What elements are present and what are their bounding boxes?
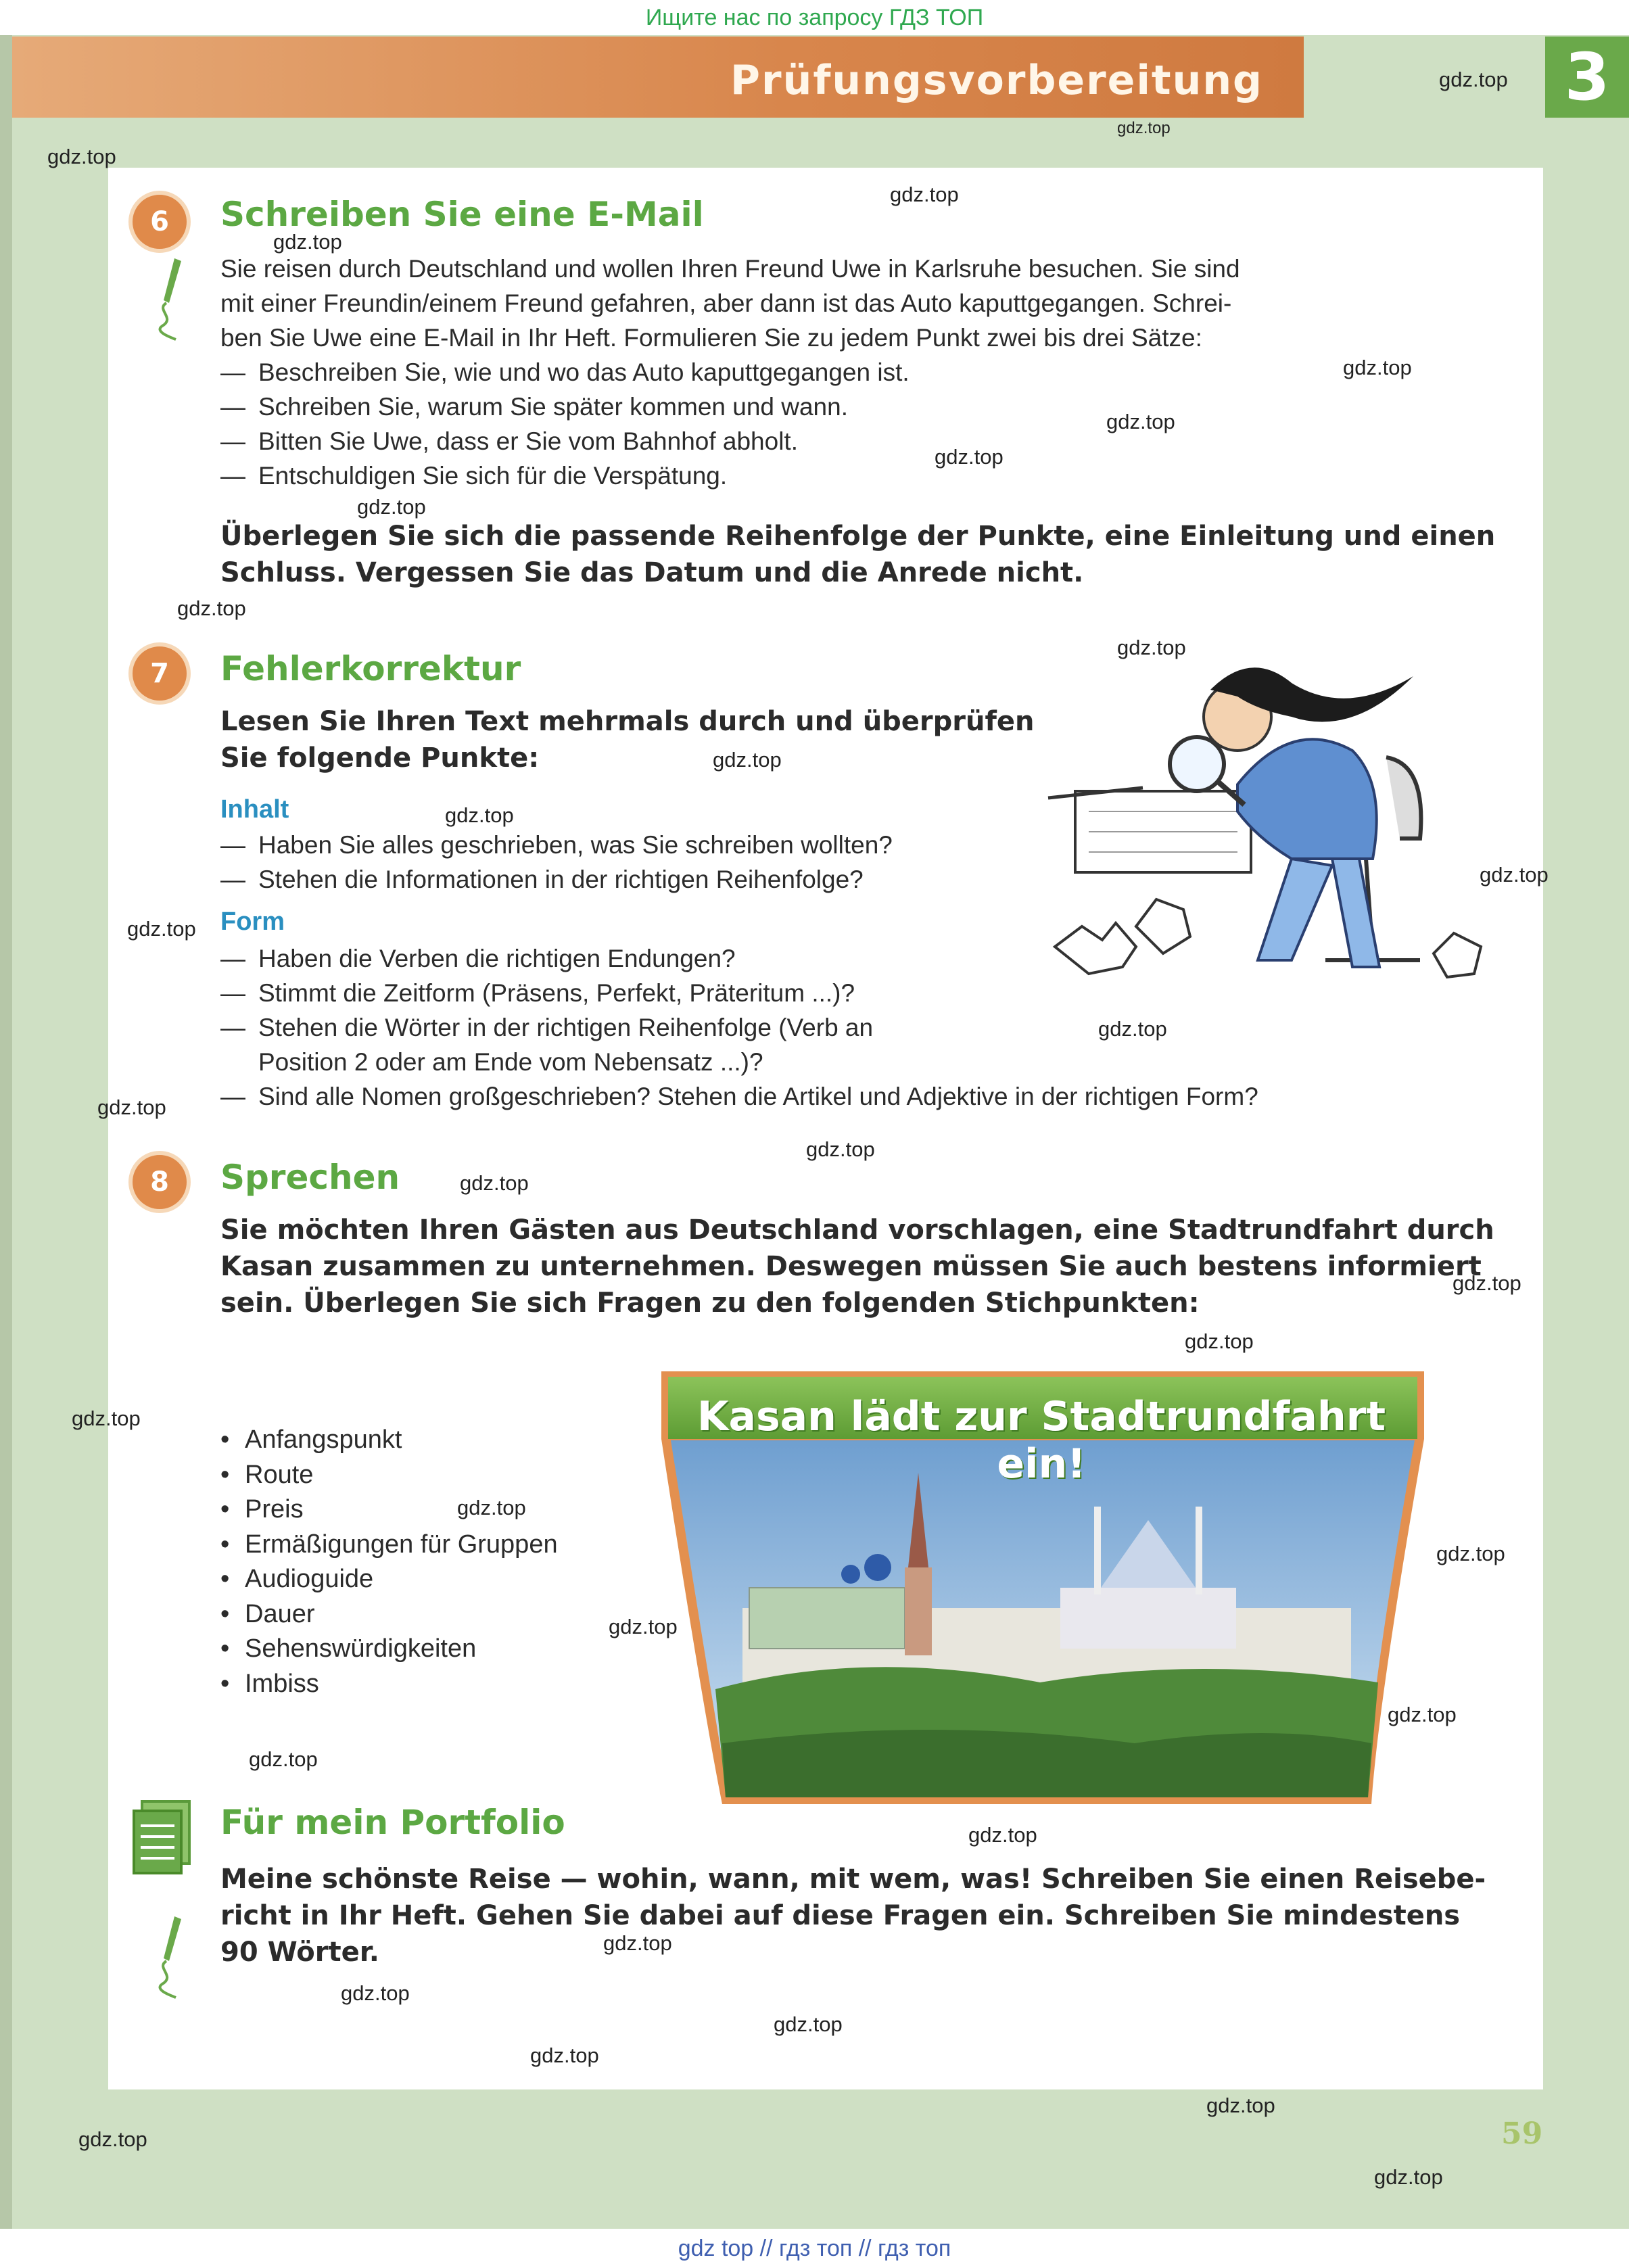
- watermark: gdz.top: [460, 1171, 529, 1195]
- watermark: gdz.top: [1453, 1271, 1521, 1295]
- watermark: gdz.top: [177, 596, 246, 620]
- watermark: gdz.top: [1117, 119, 1171, 137]
- list-item: • Route: [220, 1460, 314, 1489]
- watermark: gdz.top: [1106, 410, 1175, 433]
- watermark: gdz.top: [935, 445, 1004, 469]
- watermark: gdz.top: [890, 183, 959, 206]
- watermark: gdz.top: [1098, 1017, 1167, 1041]
- watermark: gdz.top: [806, 1137, 875, 1161]
- watermark: gdz.top: [1439, 68, 1508, 91]
- section-7-intro-line-1: Lesen Sie Ihren Text mehrmals durch und überprüfen: [220, 706, 1035, 737]
- watermark: gdz.top: [1374, 2165, 1443, 2189]
- watermark: gdz.top: [530, 2043, 599, 2067]
- list-item: — Stehen die Informationen in der richtigen Reihenfolge?: [220, 866, 864, 893]
- watermark: gdz.top: [1185, 1329, 1254, 1353]
- list-item: — Beschreiben Sie, wie und wo das Auto kaputtgegangen ist.: [220, 358, 910, 386]
- section-8-intro-line-2: Kasan zusammen zu unternehmen. Deswegen müssen Sie auch bestens informiert: [220, 1251, 1482, 1282]
- kazan-photo-title: Kasan lädt zur Stadtrundfahrt ein!: [697, 1393, 1386, 1488]
- portfolio-line-3: 90 Wörter.: [220, 1937, 379, 1968]
- portfolio-line-1: Meine schönste Reise — wohin, wann, mit wem, was! Schreiben Sie einen Reisebe-: [220, 1864, 1486, 1895]
- list-item: • Audioguide: [220, 1565, 374, 1593]
- list-item: • Imbiss: [220, 1669, 319, 1698]
- section-8-intro-line-3: sein. Überlegen Sie sich Fragen zu den folgenden Stichpunkten:: [220, 1287, 1200, 1319]
- list-item: — Schreiben Sie, warum Sie später kommen und wann.: [220, 393, 848, 421]
- proofreading-illustration: [1035, 636, 1501, 1014]
- section-8-bullet-list: [220, 1423, 558, 1701]
- section-8-intro-line-1: Sie möchten Ihren Gästen aus Deutschland vorschlagen, eine Stadtrundfahrt durch: [220, 1214, 1494, 1246]
- section-6-line-3: ben Sie Uwe eine E-Mail in Ihr Heft. Formulieren Sie zu jedem Punkt zwei bis drei Sätze:: [220, 324, 1202, 352]
- list-item: • Sehenswürdigkeiten: [220, 1634, 477, 1663]
- portfolio-title: Für mein Portfolio: [220, 1803, 565, 1842]
- list-item: — Sind alle Nomen großgeschrieben? Stehen die Artikel und Adjektive in der richtigen Form?: [220, 1083, 1258, 1110]
- portfolio-line-2: richt in Ihr Heft. Gehen Sie dabei auf diese Fragen ein. Schreiben Sie mindestens: [220, 1900, 1461, 1931]
- section-6-task-list: [220, 355, 910, 493]
- watermark: gdz.top: [249, 1747, 318, 1771]
- section-7-form-label: Form: [220, 907, 285, 936]
- watermark: gdz.top: [968, 1823, 1037, 1847]
- pen-icon: [149, 1914, 189, 2002]
- watermark: gdz.top: [1206, 2094, 1275, 2117]
- watermark: gdz.top: [273, 230, 342, 254]
- list-item: • Ermäßigungen für Gruppen: [220, 1530, 558, 1559]
- header-bar: [12, 37, 1304, 118]
- list-item: Position 2 oder am Ende vom Nebensatz ...)?: [258, 1048, 763, 1076]
- list-item: • Anfangspunkt: [220, 1425, 402, 1454]
- list-item: — Stehen die Wörter in der richtigen Reihenfolge (Verb an: [220, 1014, 874, 1041]
- page-number: 59: [1501, 2117, 1543, 2151]
- section-7-title: Fehlerkorrektur: [220, 649, 521, 688]
- list-item: — Entschuldigen Sie sich für die Verspätung.: [220, 462, 728, 490]
- bottom-banner[interactable]: gdz top // гдз топ // гдз топ: [678, 2236, 951, 2261]
- section-6-line-1: Sie reisen durch Deutschland und wollen Ihren Freund Uwe in Karlsruhe besuchen. Sie sind: [220, 255, 1240, 283]
- section-7-inhalt-label: Inhalt: [220, 795, 289, 824]
- watermark: gdz.top: [1343, 356, 1412, 379]
- watermark: gdz.top: [1117, 636, 1186, 659]
- watermark: gdz.top: [457, 1496, 526, 1519]
- watermark: gdz.top: [78, 2127, 147, 2151]
- list-item: — Stimmt die Zeitform (Präsens, Perfekt, Präteritum ...)?: [220, 979, 855, 1007]
- section-7-number-icon: 7: [128, 642, 191, 705]
- section-7-intro-line-2: Sie folgende Punkte:: [220, 742, 540, 774]
- watermark: gdz.top: [445, 803, 514, 827]
- section-6-line-2: mit einer Freundin/einem Freund gefahren, aber dann ist das Auto kaputtgegangen. Schrei-: [220, 289, 1232, 317]
- watermark: gdz.top: [341, 1981, 410, 2005]
- watermark: gdz.top: [72, 1407, 141, 1430]
- watermark: gdz.top: [357, 495, 426, 519]
- section-7-inhalt-list: [220, 828, 893, 897]
- section-8-title: Sprechen: [220, 1158, 400, 1197]
- list-item: • Preis: [220, 1495, 304, 1523]
- watermark: gdz.top: [1388, 1703, 1457, 1726]
- section-6-title: Schreiben Sie eine E-Mail: [220, 195, 704, 234]
- header-title: Prüfungsvorbereitung: [730, 57, 1263, 104]
- portfolio-icon: [130, 1799, 197, 1880]
- list-item: — Haben Sie alles geschrieben, was Sie schreiben wollten?: [220, 831, 893, 859]
- watermark: gdz.top: [713, 748, 782, 772]
- watermark: gdz.top: [1480, 863, 1549, 887]
- pen-icon: [149, 256, 189, 344]
- list-item: • Dauer: [220, 1599, 315, 1628]
- watermark: gdz.top: [609, 1615, 678, 1638]
- watermark: gdz.top: [127, 917, 196, 941]
- list-item: — Haben die Verben die richtigen Endungen?: [220, 945, 736, 972]
- section-6-note-line-1: Überlegen Sie sich die passende Reihenfolge der Punkte, eine Einleitung und einen: [220, 521, 1496, 552]
- watermark: gdz.top: [774, 2012, 843, 2036]
- watermark: gdz.top: [1436, 1542, 1505, 1565]
- section-8-number-icon: 8: [128, 1151, 191, 1213]
- top-banner[interactable]: Ищите нас по запросу ГДЗ ТОП: [645, 5, 984, 30]
- page-left-edge: [0, 35, 12, 2229]
- watermark: gdz.top: [47, 145, 116, 168]
- watermark: gdz.top: [97, 1095, 166, 1119]
- section-6-number-icon: 6: [128, 191, 191, 253]
- section-6-note-line-2: Schluss. Vergessen Sie das Datum und die Anrede nicht.: [220, 557, 1084, 588]
- list-item: — Bitten Sie Uwe, dass er Sie vom Bahnhof abholt.: [220, 427, 798, 455]
- chapter-number: 3: [1545, 37, 1629, 118]
- watermark: gdz.top: [603, 1931, 672, 1955]
